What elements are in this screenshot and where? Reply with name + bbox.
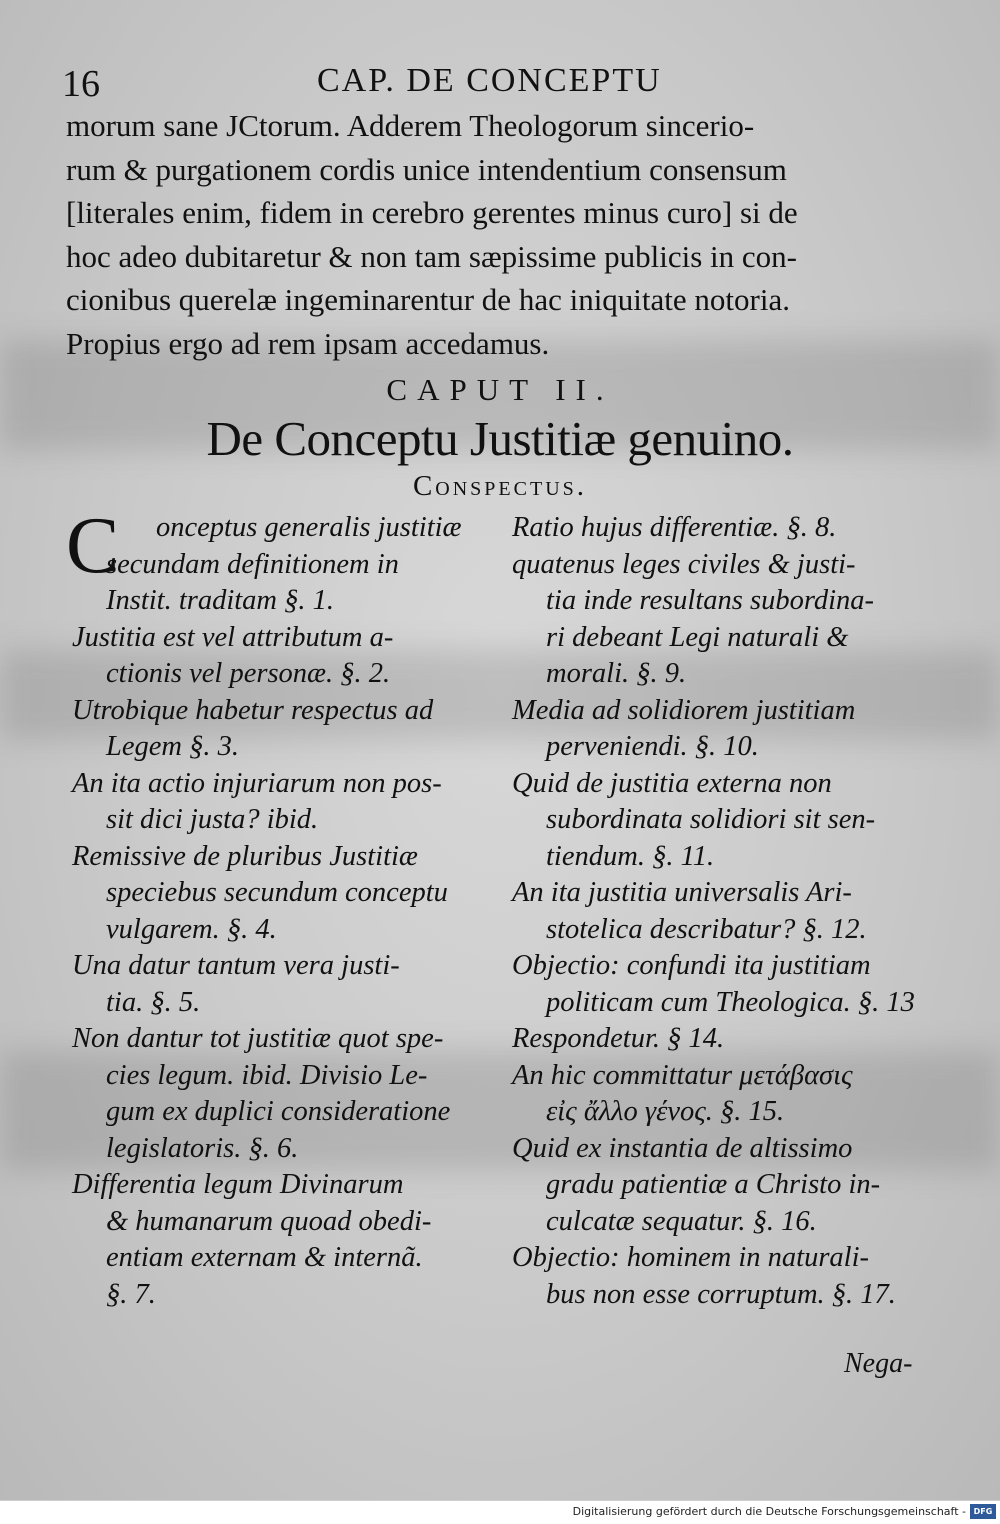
entry-line: gradu patientiæ a Christo in- [546,1169,881,1200]
running-title: CAP. DE CONCEPTU [317,62,662,99]
entry-line: legislatoris. §. 6. [106,1132,299,1164]
entry-line: Una datur tantum vera justi- [72,950,400,981]
entry-line: bus non esse corruptum. §. 17. [546,1278,896,1310]
catchword: Nega- [844,1348,913,1379]
entry-line: onceptus generalis justitiæ [156,512,462,543]
conspectus-entry [66,502,492,620]
entry-line: Objectio: hominem in naturali- [512,1242,869,1273]
intro-line: morum sane JCtorum. Adderem Theologorum sincerio- [66,108,755,143]
entry-line: stotelica describatur? §. 12. [546,913,867,945]
conspectus-left-column [66,502,492,1313]
conspectus-right-column [512,510,932,1313]
entry-line: tiendum. §. 11. [546,840,715,872]
intro-paragraph [66,104,938,365]
entry-line: Legem §. 3. [106,731,239,762]
entry-line: tia. §. 5. [106,986,201,1018]
entry-line: Quid ex instantia de altissimo [512,1132,853,1164]
conspectus-entry [72,948,492,1021]
entry-line: subordinata solidiori sit sen- [546,804,876,835]
conspectus-entry [72,766,492,839]
entry-line: gum ex duplici consideratione [106,1096,451,1127]
conspectus-heading: Conspectus. [412,470,588,502]
entry-line: An ita actio injuriarum non pos- [72,767,442,799]
entry-line: vulgarem. §. 4. [106,913,277,945]
entry-line: Non dantur tot justitiæ quot spe- [72,1023,444,1054]
entry-line: Quid de justitia externa non [512,767,832,799]
conspectus-entry [512,510,932,547]
entry-line: §. 7. [106,1278,156,1310]
entry-line: Justitia est vel attributum a- [72,621,394,653]
chapter-label: CAPUT II. [386,372,614,407]
drop-cap: C [66,502,120,590]
entry-line: Remissive de pluribus Justitiæ [72,840,418,872]
intro-line: Propius ergo ad rem ipsam accedamus. [66,325,550,361]
entry-line: morali. §. 9. [546,658,687,689]
conspectus-entry [512,1021,932,1058]
chapter-title: De Conceptu Justitiæ genuino. [206,411,794,466]
intro-line: hoc adeo dubitaretur & non tam sæpissime publicis in con- [66,238,797,274]
intro-line: cionibus querelæ ingeminarentur de hac iniquitate notoria. [66,282,790,317]
entry-line: & humanarum quoad obedi- [106,1205,432,1237]
entry-line: secundam definitionem in [106,548,399,580]
page-header [62,62,942,106]
entry-line: ri debeant Legi naturali & [546,621,849,653]
conspectus-entry [512,1058,932,1131]
entry-line: tia inde resultans subordina- [546,585,875,616]
intro-line: [literales enim, fidem in cerebro gerentes minus curo] si de [66,195,798,230]
entry-line: quatenus leges civiles & justi- [512,548,856,580]
entry-line: Utrobique habetur respectus ad [72,694,434,726]
conspectus-entry [72,1021,492,1167]
entry-line: speciebus secundum conceptu [106,877,448,908]
entry-line: politicam cum Theologica. §. 13 [546,986,915,1018]
entry-line: culcatæ sequatur. §. 16. [546,1205,817,1237]
entry-line: ctionis vel personæ. §. 2. [106,658,391,689]
entry-line: sit dici justa? ibid. [106,804,319,835]
intro-line: rum & purgationem cordis unice intendentium consensum [66,151,787,187]
entry-line: Ratio hujus differentiæ. §. 8. [512,512,837,543]
conspectus-entry [512,766,932,876]
conspectus-entry [72,1167,492,1313]
entry-line: Objectio: confundi ita justitiam [512,950,871,981]
conspectus-entry [512,875,932,948]
entry-line: perveniendi. §. 10. [546,731,759,762]
conspectus-entry [512,948,932,1021]
entry-line: εἰς ἄλλο γένος. §. 15. [546,1096,785,1127]
digitization-footer [0,1500,1000,1524]
entry-line: Instit. traditam §. 1. [106,585,335,616]
conspectus-entry [512,547,932,693]
conspectus-entry [72,620,492,693]
conspectus-entry [72,693,492,766]
entry-line: Respondetur. § 14. [512,1023,725,1054]
entry-line: Differentia legum Divinarum [72,1169,404,1200]
conspectus-entry [512,1131,932,1241]
conspectus-entry [512,1240,932,1313]
entry-line: Media ad solidiorem justitiam [512,694,856,726]
dfg-logo-icon: DFG [970,1504,996,1519]
entry-line: An hic committatur μετάβασις [512,1059,853,1091]
funding-credit: Digitalisierung gefördert durch die Deutsche Forschungsgemeinschaft - [572,1505,966,1518]
entry-line: cies legum. ibid. Divisio Le- [106,1059,428,1091]
entry-line: entiam externam & internã. [106,1242,423,1273]
entry-line: An ita justitia universalis Ari- [512,877,852,908]
conspectus-entry [72,839,492,949]
page-number: 16 [62,63,100,105]
conspectus-entry [512,693,932,766]
